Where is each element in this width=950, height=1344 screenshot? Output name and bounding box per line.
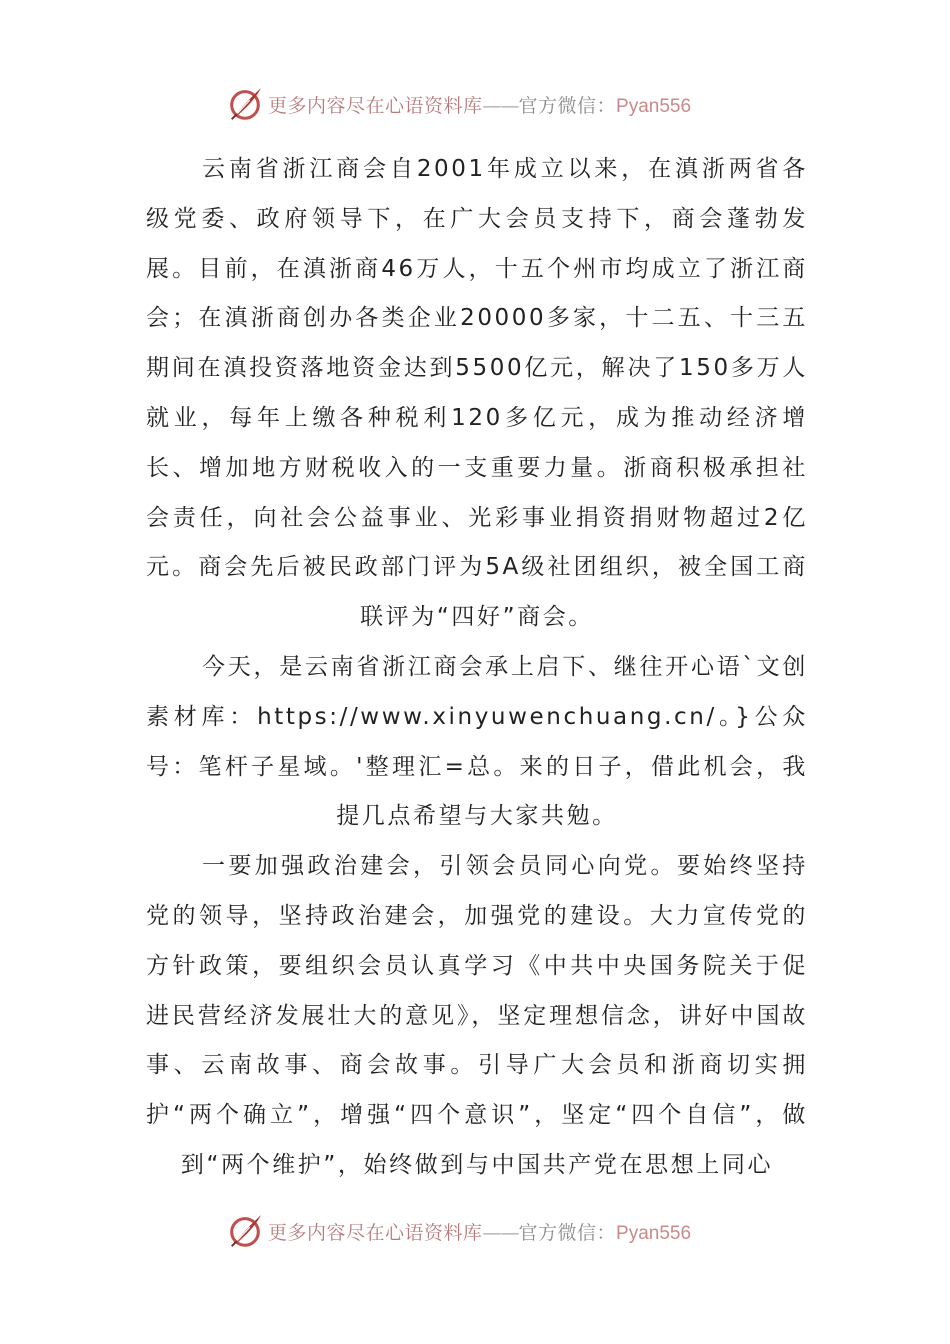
quill-pen-circle-logo-icon xyxy=(226,85,264,123)
wechat-id: Pyan556 xyxy=(616,1222,692,1244)
banner-text: 更多内容尽在心语资料库——官方微信：Pyan556 xyxy=(268,94,692,117)
quill-pen-circle-logo-icon xyxy=(226,1212,264,1250)
banner-text: 更多内容尽在心语资料库——官方微信：Pyan556 xyxy=(268,1221,692,1244)
footer-banner xyxy=(226,1211,746,1251)
article-body xyxy=(146,145,808,1191)
paragraph: 一要加强政治建会，引领会员同心向党。要始终坚持党的领导，坚持政治建会，加强党的建设。大力宣传党的方针政策，要组织会员认真学习《中共中央国务院关于促进民营经济发展壮大的意见》，坚定理想信念，讲好中国故事、云南故事、商会故事。引导广大会员和浙商切实拥护“两个确立”，增强“四个意识”，坚定“四个自信”，做到“两个维护”，始终做到与中国共产党在思想上同心 xyxy=(146,853,808,1178)
header-banner xyxy=(226,84,746,124)
wechat-id: Pyan556 xyxy=(616,95,692,117)
paragraph: 云南省浙江商会自2001年成立以来，在滇浙两省各级党委、政府领导下，在广大会员支持下，商会蓬勃发展。目前，在滇浙商46万人，十五个州市均成立了浙江商会；在滇浙商创办各类企业20000多家，十二五、十三五期间在滇投资落地资金达到5500亿元，解决了150多万人就业，每年上缴各种税利120多亿元，成为推动经济增长、增加地方财税收入的一支重要力量。浙商积极承担社会责任，向社会公益事业、光彩事业捐资捐财物超过2亿元。商会先后被民政部门评为5A级社团组织，被全国工商联评为“四好”商会。 xyxy=(146,156,808,631)
paragraph: 今天，是云南省浙江商会承上启下、继往开心语`文创素材库：https://www.xinyuwenchuang.cn/。}公众号：笔杆子星域。'整理汇=总。来的日子，借此机会，我提几点希望与大家共勉。 xyxy=(146,653,808,830)
